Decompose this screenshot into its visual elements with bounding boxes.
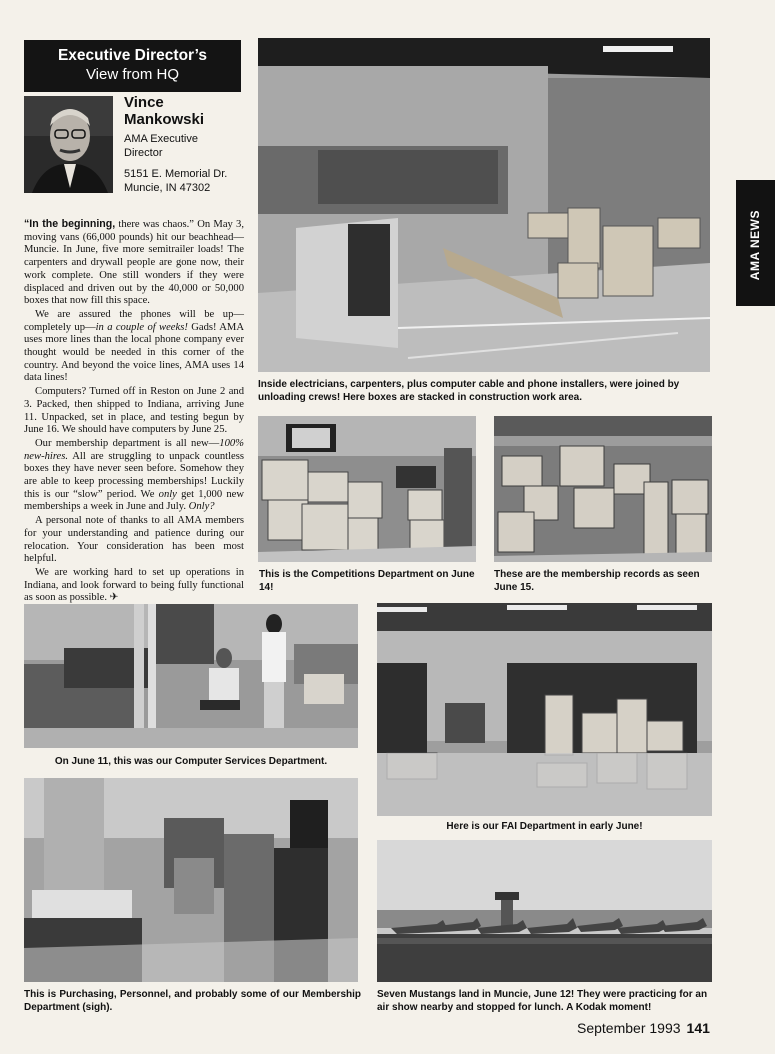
caption-purchasing-personnel: This is Purchasing, Personnel, and probably some of our Membership Department (sigh). <box>24 989 361 1013</box>
column-subtitle: View from HQ <box>85 66 180 83</box>
caption-competitions-department: This is the Competitions Department on June 14! <box>259 569 475 593</box>
column-title: Executive Director’s <box>57 47 208 64</box>
section-tab-label: AMA NEWS <box>748 210 762 281</box>
author-name-first: Vince <box>124 94 164 111</box>
author-address-line2: Muncie, IN 47302 <box>124 182 211 194</box>
author-address-line1: 5151 E. Memorial Dr. <box>124 168 228 180</box>
page-footer <box>577 1020 710 1036</box>
article-p4-emphasis-3: Only? <box>188 501 215 513</box>
column-header <box>24 40 241 92</box>
article-paragraph-3: Computers? Turned off in Reston on June 2 and 3. Packed, then shipped to Indiana, arriving June 11. Unpacked, set in place, and testing begun by June 16. We should have computers by June 25. <box>24 386 244 436</box>
section-tab <box>736 180 775 306</box>
page-number: 141 <box>686 1020 710 1036</box>
article-p6-text: We are working hard to set up operations in Indiana, and look forward to being fully functional as soon as possible. <box>24 566 244 604</box>
caption-construction-area: Inside electricians, carpenters, plus computer cable and phone installers, were joined by unloading crews! Here boxes are stacked in construction work area. <box>258 379 680 403</box>
photo-membership-records <box>494 416 712 562</box>
airplane-end-mark-icon: ✈ <box>109 592 119 604</box>
photo-competitions-department <box>258 416 476 562</box>
caption-fai-department: Here is our FAI Department in early June! <box>446 821 643 832</box>
article-p2-text-b: Gads! AMA uses more lines than the local phone company ever thought would be needed in this corner of the country. And beyond the voice lines, AMA uses 14 data lines! <box>24 321 244 384</box>
author-name-last: Mankowski <box>124 111 205 128</box>
article-p4-text-a: Our membership department is all new— <box>35 437 220 449</box>
article-p4-text-c: get 1,000 new memberships a week in June and July. <box>24 488 244 513</box>
article-p1-text: there was chaos.” On May 3, moving vans (66,000 pounds) hit our beachhead—Muncie. In June, five more semitrailer loads! The carpenters and drywall people are gone now, their work complete. One still wonders if they were displaced and driven out by the 40,000 or 50,000 boxes that now fill this space. <box>24 219 244 307</box>
article-p2-emphasis: in a couple of weeks! <box>95 321 188 333</box>
issue-date: September 1993 <box>577 1020 681 1036</box>
caption-mustangs-landing: Seven Mustangs land in Muncie, June 12! They were practicing for an air show nearby and stopped for lunch. A Kodak moment! <box>377 989 708 1013</box>
author-portrait <box>24 96 113 193</box>
article-body <box>24 218 244 606</box>
author-role-line1: AMA Executive <box>124 133 198 145</box>
article-p4-emphasis: 100% new-hires. <box>24 437 244 462</box>
author-byline <box>124 94 244 195</box>
photo-fai-department <box>377 603 712 816</box>
article-paragraph-6 <box>24 567 244 605</box>
photo-computer-services <box>24 604 358 748</box>
article-paragraph-5: A personal note of thanks to all AMA members for your understanding and patience during our relocation. Your consideration has been most helpful. <box>24 515 244 565</box>
caption-membership-records: These are the membership records as seen June 15. <box>494 569 700 593</box>
caption-computer-services: On June 11, this was our Computer Services Department. <box>54 756 328 767</box>
article-p2-text-a: We are assured the phones will be up—completely up— <box>24 308 244 333</box>
article-p4-emphasis-2: only <box>158 488 177 500</box>
article-paragraph-2 <box>24 309 244 385</box>
author-role-line2: Director <box>124 147 163 159</box>
article-paragraph-1 <box>24 218 244 308</box>
article-lead: “In the beginning, <box>24 218 116 230</box>
photo-construction-area <box>258 38 710 372</box>
article-p4-text-b: All are struggling to unpack countless boxes they have never seen before. Somehow they are able to keep processing memberships! Luckily this is our “slow” period. We <box>24 450 244 500</box>
article-paragraph-4 <box>24 438 244 514</box>
photo-purchasing-personnel <box>24 778 358 982</box>
photo-mustangs-landing <box>377 840 712 982</box>
